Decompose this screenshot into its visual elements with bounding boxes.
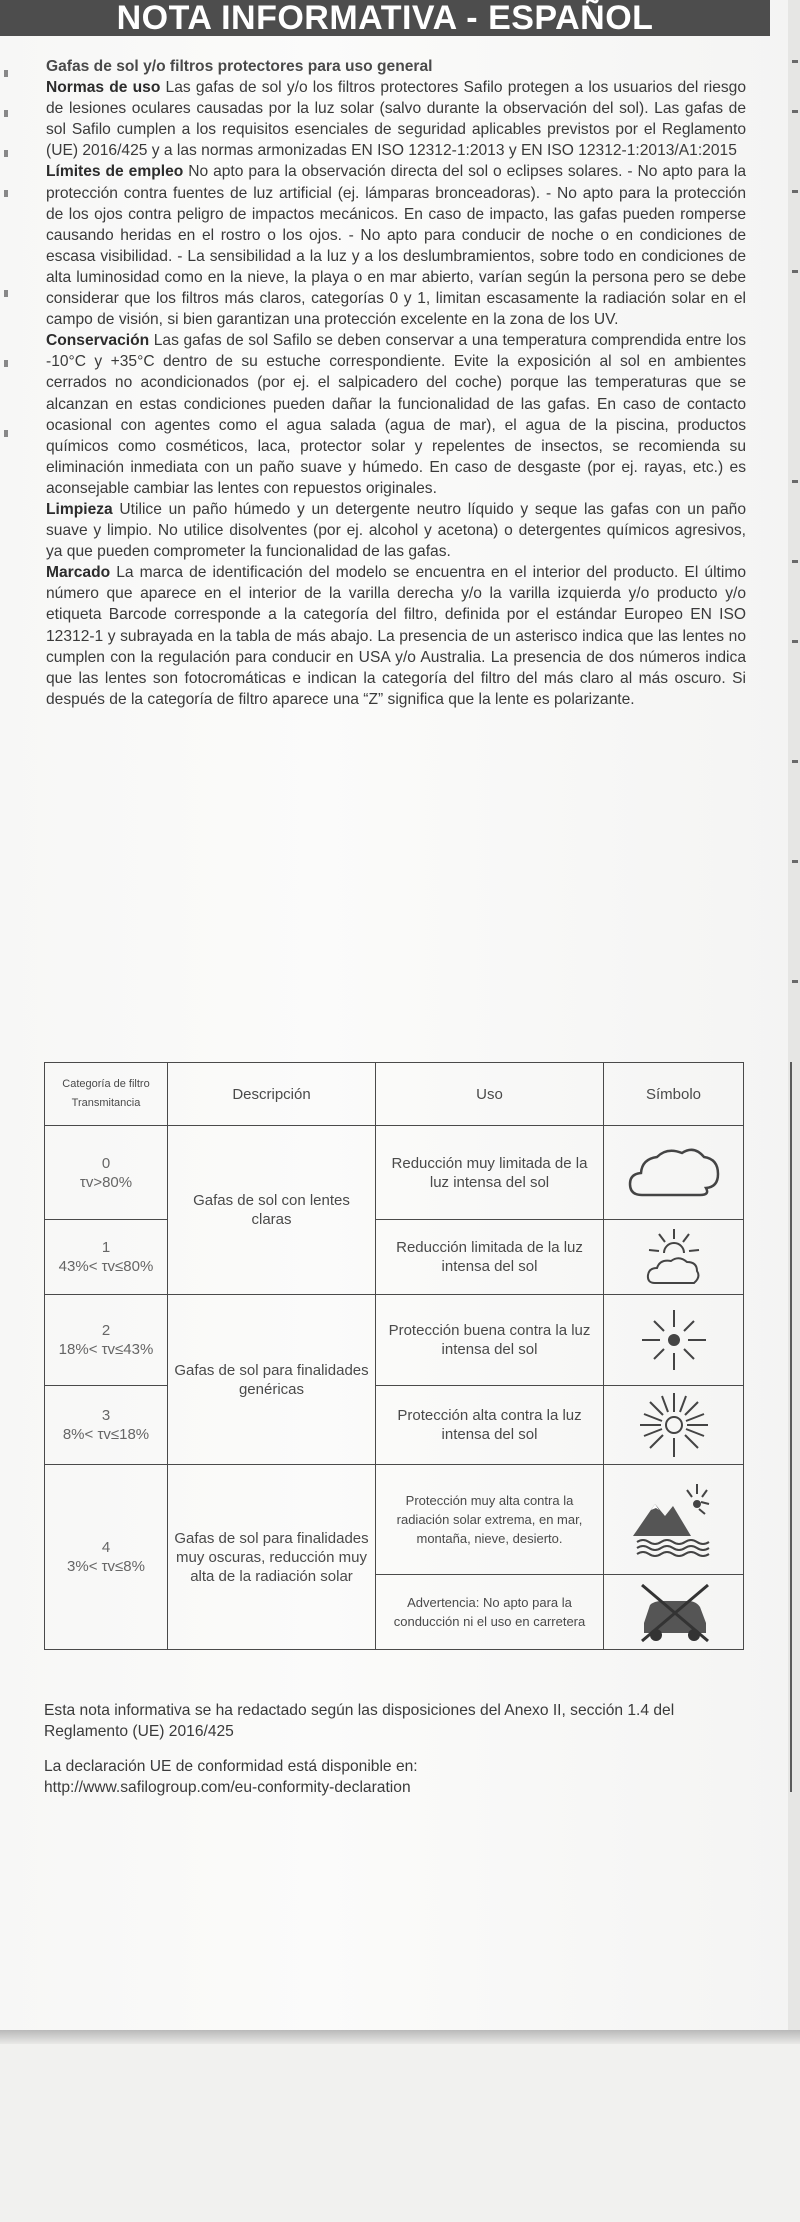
edge-mark	[4, 110, 8, 117]
description-cell: Gafas de sol para finalidades muy oscuras, reducción muy alta de la radiación solar	[168, 1465, 376, 1650]
section-term: Límites de empleo	[46, 163, 184, 181]
footer-note: Esta nota informativa se ha redactado según las disposiciones del Anexo II, sección 1.4 del Reglamento (UE) 2016/425	[44, 1702, 675, 1740]
symbol-cell	[604, 1386, 744, 1465]
section-limites	[46, 161, 746, 330]
category-number: 4	[101, 1539, 111, 1556]
symbol-cell	[604, 1220, 744, 1295]
category-range: 8%< τv≤18%	[62, 1426, 150, 1443]
edge-mark	[792, 60, 798, 63]
table-row	[45, 1126, 744, 1220]
section-text: Las gafas de sol Safilo se deben conservar a una temperatura comprendida entre los -10°C y +35°C dentro de su estuche correspondiente. Evite la exposición al sol en ambientes cerrados no acondicionados (por ej. el salpicadero del coche) porque las temperaturas que se alcanzan en estas condiciones pueden dañar la funcionalidad de las gafas. En caso de contacto ocasional con agentes como el agua salada (agua de mar), el agua de la piscina, productos químicos como cosméticos, laca, protector solar y repelentes de insectos, se recomienda su eliminación inmediata con un paño suave y húmedo. En caso de desgaste (por ej. rayas, etc.) es aconsejable cambiar las lentes con repuestos originales.	[46, 332, 746, 497]
declaration-label: La declaración UE de conformidad está disponible en:	[44, 1758, 418, 1775]
use-cell: Reducción limitada de la luz intensa del sol	[376, 1220, 604, 1295]
section-text: Utilice un paño húmedo y un detergente neutro líquido y seque las gafas con un paño suave y limpio. No utilice disolventes (por ej. alcohol y acetona) o detergentes químicos agresivos, ya que pueden comprometer la funcionalidad de las gafas.	[46, 500, 746, 561]
category-cell	[45, 1465, 168, 1650]
edge-mark	[4, 190, 8, 197]
document-footer	[44, 1700, 754, 1812]
use-cell: Protección alta contra la luz intensa del sol	[376, 1386, 604, 1465]
edge-mark	[792, 480, 798, 483]
edge-mark	[792, 640, 798, 643]
use-cell: Advertencia: No apto para la conducción ni el uso en carretera	[376, 1575, 604, 1650]
category-table	[44, 1062, 744, 1650]
edge-mark	[4, 290, 8, 297]
table-row	[45, 1465, 744, 1575]
header-symbol: Símbolo	[604, 1063, 744, 1126]
edge-mark	[792, 560, 798, 563]
symbol-cell	[604, 1295, 744, 1386]
category-number: 2	[101, 1322, 111, 1339]
edge-mark	[4, 360, 8, 367]
header-category: Categoría de filtro Transmitancia	[45, 1063, 168, 1126]
sun-large-icon	[634, 1390, 714, 1460]
use-cell: Reducción muy limitada de la luz intensa del sol	[376, 1126, 604, 1220]
section-text: Las gafas de sol y/o los filtros protectores Safilo protegen a los usuarios del riesgo de lesiones oculares causadas por la luz solar (salvo durante la observación del sol). Las gafas de sol Safilo cumplen a los requisitos esenciales de seguridad aplicables previstos por el Reglamento (UE) 2016/425 y a las normas armonizadas EN ISO 12312-1:2013 y EN ISO 12312-1:2013/A1:2015	[46, 79, 747, 160]
symbol-cell	[604, 1465, 744, 1575]
section-normas	[46, 77, 746, 161]
section-marcado	[46, 562, 746, 710]
declaration-url: http://www.safilogroup.com/eu-conformity-declaration	[44, 1779, 411, 1796]
section-text: No apto para la observación directa del sol o eclipses solares. - No apto para la protección contra fuentes de luz artificial (ej. lámparas bronceadoras). - No apto para la protección de los ojos contra peligro de impactos mecánicos. En caso de impacto, las gafas pueden romperse causando heridas en el rostro o los ojos. - No apto para conducir de noche o en condiciones de escasa visibilidad. - La sensibilidad a la luz y a los deslumbramientos, sobre todo en condiciones de alta luminosidad como en la nieve, la playa o en mar abierto, varían según la persona pero se debe considerar que los filtros más claros, categorías 0 y 1, limitan escasamente la radiación solar en el campo de visión, si bien garantizan una protección excelente en la zona de los UV.	[46, 163, 746, 329]
header-use: Uso	[376, 1063, 604, 1126]
section-limpieza	[46, 499, 746, 562]
filter-category-table	[44, 1062, 744, 1650]
page-fold-shadow	[0, 2030, 800, 2044]
description-cell: Gafas de sol con lentes claras	[168, 1126, 376, 1295]
section-term: Conservación	[46, 332, 150, 350]
sun-small-icon	[634, 1305, 714, 1375]
category-cell	[45, 1126, 168, 1220]
description-cell: Gafas de sol para finalidades genéricas	[168, 1295, 376, 1465]
category-range: τv>80%	[79, 1173, 133, 1191]
sun-cloud-icon	[639, 1225, 709, 1289]
adjacent-table-edge	[790, 1062, 792, 1792]
category-range: 43%< τv≤80%	[58, 1258, 154, 1275]
category-cell	[45, 1386, 168, 1465]
category-range: 18%< τv≤43%	[58, 1341, 154, 1358]
use-cell: Protección muy alta contra la radiación solar extrema, en mar, montaña, nieve, desierto.	[376, 1465, 604, 1575]
edge-mark	[792, 860, 798, 863]
edge-mark	[4, 150, 8, 157]
table-header-row	[45, 1063, 744, 1126]
table-row	[45, 1386, 744, 1465]
header-description: Descripción	[168, 1063, 376, 1126]
symbol-cell	[604, 1575, 744, 1650]
section-term: Marcado	[46, 564, 111, 582]
page-title: NOTA INFORMATIVA - ESPAÑOL	[0, 0, 770, 36]
table-row	[45, 1220, 744, 1295]
edge-mark	[792, 760, 798, 763]
edge-mark	[792, 980, 798, 983]
section-term: Limpieza	[46, 500, 113, 518]
no-driving-icon	[634, 1579, 714, 1645]
category-number: 0	[101, 1154, 111, 1172]
category-range: 3%< τv≤8%	[67, 1558, 145, 1575]
section-term: Normas de uso	[46, 79, 161, 97]
document-body	[46, 56, 746, 710]
mountain-sea-sun-icon	[629, 1480, 719, 1560]
footer-declaration	[44, 1756, 754, 1798]
cloud-icon	[624, 1143, 724, 1203]
category-cell	[45, 1220, 168, 1295]
document-subtitle: Gafas de sol y/o filtros protectores para uso general	[46, 58, 433, 75]
category-number: 1	[101, 1239, 111, 1256]
use-cell: Protección buena contra la luz intensa del sol	[376, 1295, 604, 1386]
edge-mark	[4, 70, 8, 77]
section-conservacion	[46, 330, 746, 499]
edge-mark	[792, 190, 798, 193]
edge-mark	[792, 110, 798, 113]
category-cell	[45, 1295, 168, 1386]
symbol-cell	[604, 1126, 744, 1220]
table-row	[45, 1295, 744, 1386]
section-text: La marca de identificación del modelo se encuentra en el interior del producto. El último número que aparece en el interior de la varilla derecha y/o la varilla izquierda y/o producto y/o etiqueta Barcode corresponde a la categoría del filtro, definida por el estándar Europeo EN ISO 12312-1 y subrayada en la tabla de más abajo. La presencia de un asterisco indica que las lentes no cumplen con la regulación para conducir en USA y/o Australia. La presencia de dos números indica que las lentes son fotocromáticas e indican la categoría del filtro del más claro al más oscuro. Si después de la categoría de filtro aparece una “Z” significa que la lente es polarizante.	[46, 564, 746, 708]
category-number: 3	[101, 1407, 111, 1424]
edge-mark	[4, 430, 8, 437]
edge-mark	[792, 270, 798, 273]
